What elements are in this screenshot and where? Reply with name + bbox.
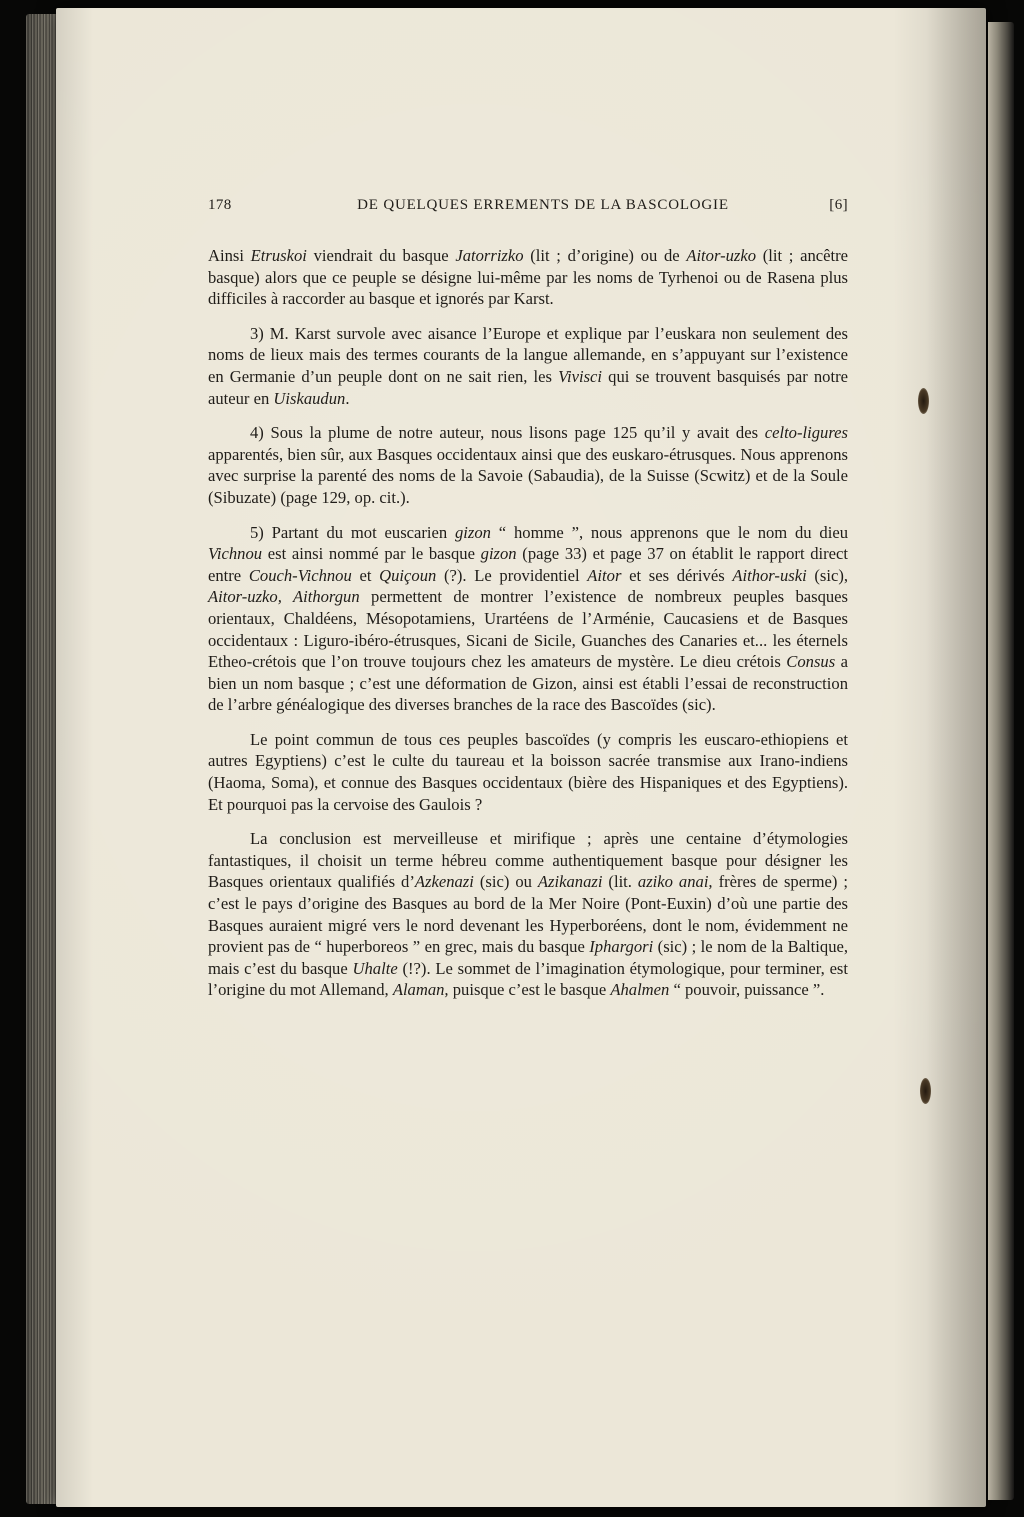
paragraph — [208, 729, 848, 815]
text-segment: 4) Sous la plume de notre auteur, nous lisons page 125 qu’il y avait des — [250, 423, 765, 443]
scanned-book-page — [56, 8, 986, 1507]
text-segment: (sic) ; le nom de la Baltique, mais c’est du basque — [208, 937, 849, 978]
text-segment: apparentés, bien sûr, aux Basques occidentaux ainsi que des euskaro-étrusques. Nous apprenons avec surprise la parenté des noms de la Savoie (Sabaudia), de la Suisse (Scwitz) et de la Soule (Sibuzate) (page 129, op. cit.). — [208, 444, 848, 507]
text-segment: est ainsi nommé par le basque — [262, 544, 481, 564]
text-segment: “ homme ”, nous apprenons que le nom du dieu — [490, 522, 848, 542]
facing-page-edge — [988, 22, 1014, 1500]
text-segment: (sic), — [806, 565, 849, 585]
italic-text-segment: Vichnou — [208, 544, 263, 564]
text-segment: (?). Le providentiel — [436, 565, 588, 585]
italic-text-segment: Aitor-uzko, Aithorgun — [208, 587, 360, 607]
italic-text-segment: Aitor — [587, 565, 622, 585]
text-segment: frères de sperme) ; c’est le pays d’origine des Basques au bord de la Mer Noire (Pont-Euxin) d’où une partie des Basques auraient migré vers le nord devenant les Hyperboréens, dont le nom, évidemment ne provient pas de “ huperboreos ” en grec, mais du basque — [208, 872, 849, 957]
section-marker: [6] — [829, 197, 848, 213]
italic-text-segment: celto-ligures — [764, 423, 848, 443]
paragraph — [208, 828, 848, 1001]
text-segment: (page 33) et page 37 on établit le rapport direct entre — [208, 544, 849, 585]
italic-text-segment: Consus — [786, 652, 836, 672]
italic-text-segment: Ahalmen — [610, 980, 670, 1000]
italic-text-segment: gizon — [455, 522, 491, 542]
text-segment: (lit ; ancêtre basque) alors que ce peuple se désigne lui-même par les noms de Tyrhenoi ou de Rasena plus difficiles à raccorder au basque et ignorés par Karst. — [208, 246, 848, 309]
italic-text-segment: Iphargori — [589, 937, 654, 957]
text-segment: Le point commun de tous ces peuples bascoïdes (y compris les euscaro-ethiopiens et autres Egyptiens) c’est le culte du taureau et la boisson sacrée transmise aux Irano-indiens (Haoma, Soma), et connue des Basques occidentaux (bière des Hispaniques et des Egyptiens). Et pourquoi pas la cervoise des Gaulois ? — [208, 729, 848, 814]
paragraph — [208, 422, 848, 508]
text-segment: “ pouvoir, puissance ”. — [669, 980, 825, 1000]
italic-text-segment: Vivisci — [558, 366, 603, 386]
italic-text-segment: aziko anai, — [637, 872, 713, 892]
paragraph — [208, 522, 848, 716]
text-segment: Ainsi — [208, 246, 251, 265]
italic-text-segment: Aithor-uski — [732, 565, 807, 585]
running-header — [208, 197, 848, 214]
italic-text-segment: Etruskoi — [250, 246, 307, 265]
text-segment: (lit. — [602, 872, 638, 892]
italic-text-segment: Uhalte — [352, 958, 398, 978]
text-segment: (lit ; d’origine) ou de — [523, 246, 687, 265]
text-segment: (sic) ou — [473, 872, 538, 892]
paragraph — [208, 323, 848, 409]
gutter-shadow — [926, 8, 986, 1507]
italic-text-segment: Couch-Vichnou — [248, 565, 352, 585]
italic-text-segment: Azkenazi — [414, 872, 474, 892]
text-segment: et — [351, 565, 380, 585]
italic-text-segment: Uiskaudun — [273, 388, 346, 408]
italic-text-segment: gizon — [480, 544, 517, 564]
italic-text-segment: Quiçoun — [379, 565, 437, 585]
italic-text-segment: Aitor-uzko — [686, 246, 757, 265]
text-segment: . — [345, 388, 350, 408]
binding-mark — [920, 1078, 931, 1104]
italic-text-segment: Alaman, — [392, 980, 449, 1000]
text-segment: puisque c’est le basque — [448, 980, 611, 1000]
running-title: DE QUELQUES ERREMENTS DE LA BASCOLOGIE — [357, 197, 729, 213]
text-segment: permettent de montrer l’existence de nombreux peuples basques orientaux, Chaldéens, Mésopotamiens, Urartéens de l’Arménie, Caucasiens et de Basques occidentaux : Liguro-ibéro-étrusques, Sicani de Sicile, Guanches des Canaries et... les éternels Etheo-crétois que l’on trouve toujours chez les amateurs de mystère. Le dieu crétois — [208, 587, 848, 672]
page-number: 178 — [208, 197, 232, 213]
italic-text-segment: Jatorrizko — [455, 246, 524, 265]
paragraph — [208, 245, 848, 310]
text-segment: a bien un nom basque ; c’est une déformation de Gizon, ainsi est établi l’essai de reconstruction de l’arbre généalogique des diverses branches de la race des Bascoïdes (sic). — [208, 652, 848, 715]
italic-text-segment: Azikanazi — [537, 872, 603, 892]
text-segment: La conclusion est merveilleuse et mirifique ; après une centaine d’étymologies fantastiques, il choisit un terme hébreu comme authentiquement basque pour désigner les Basques orientaux qualifiés d’ — [208, 829, 848, 892]
text-segment: 5) Partant du mot euscarien — [250, 522, 455, 542]
text-segment: viendrait du basque — [306, 246, 456, 265]
text-segment: (!?). Le sommet de l’imagination étymologique, pour terminer, est l’origine du mot Allemand, — [208, 958, 848, 1000]
page-body — [208, 245, 848, 1001]
text-segment: et ses dérivés — [621, 565, 733, 585]
page-content — [208, 197, 848, 1014]
text-segment: qui se trouvent basquisés par notre auteur en — [208, 366, 848, 408]
text-segment: 3) M. Karst survole avec aisance l’Europe et explique par l’euskara non seulement des noms de lieux mais des termes courants de la langue allemande, en s’appuyant sur l’existence en Germanie d’un peuple dont on ne sait rien, les — [208, 323, 848, 386]
binding-mark — [918, 388, 929, 414]
